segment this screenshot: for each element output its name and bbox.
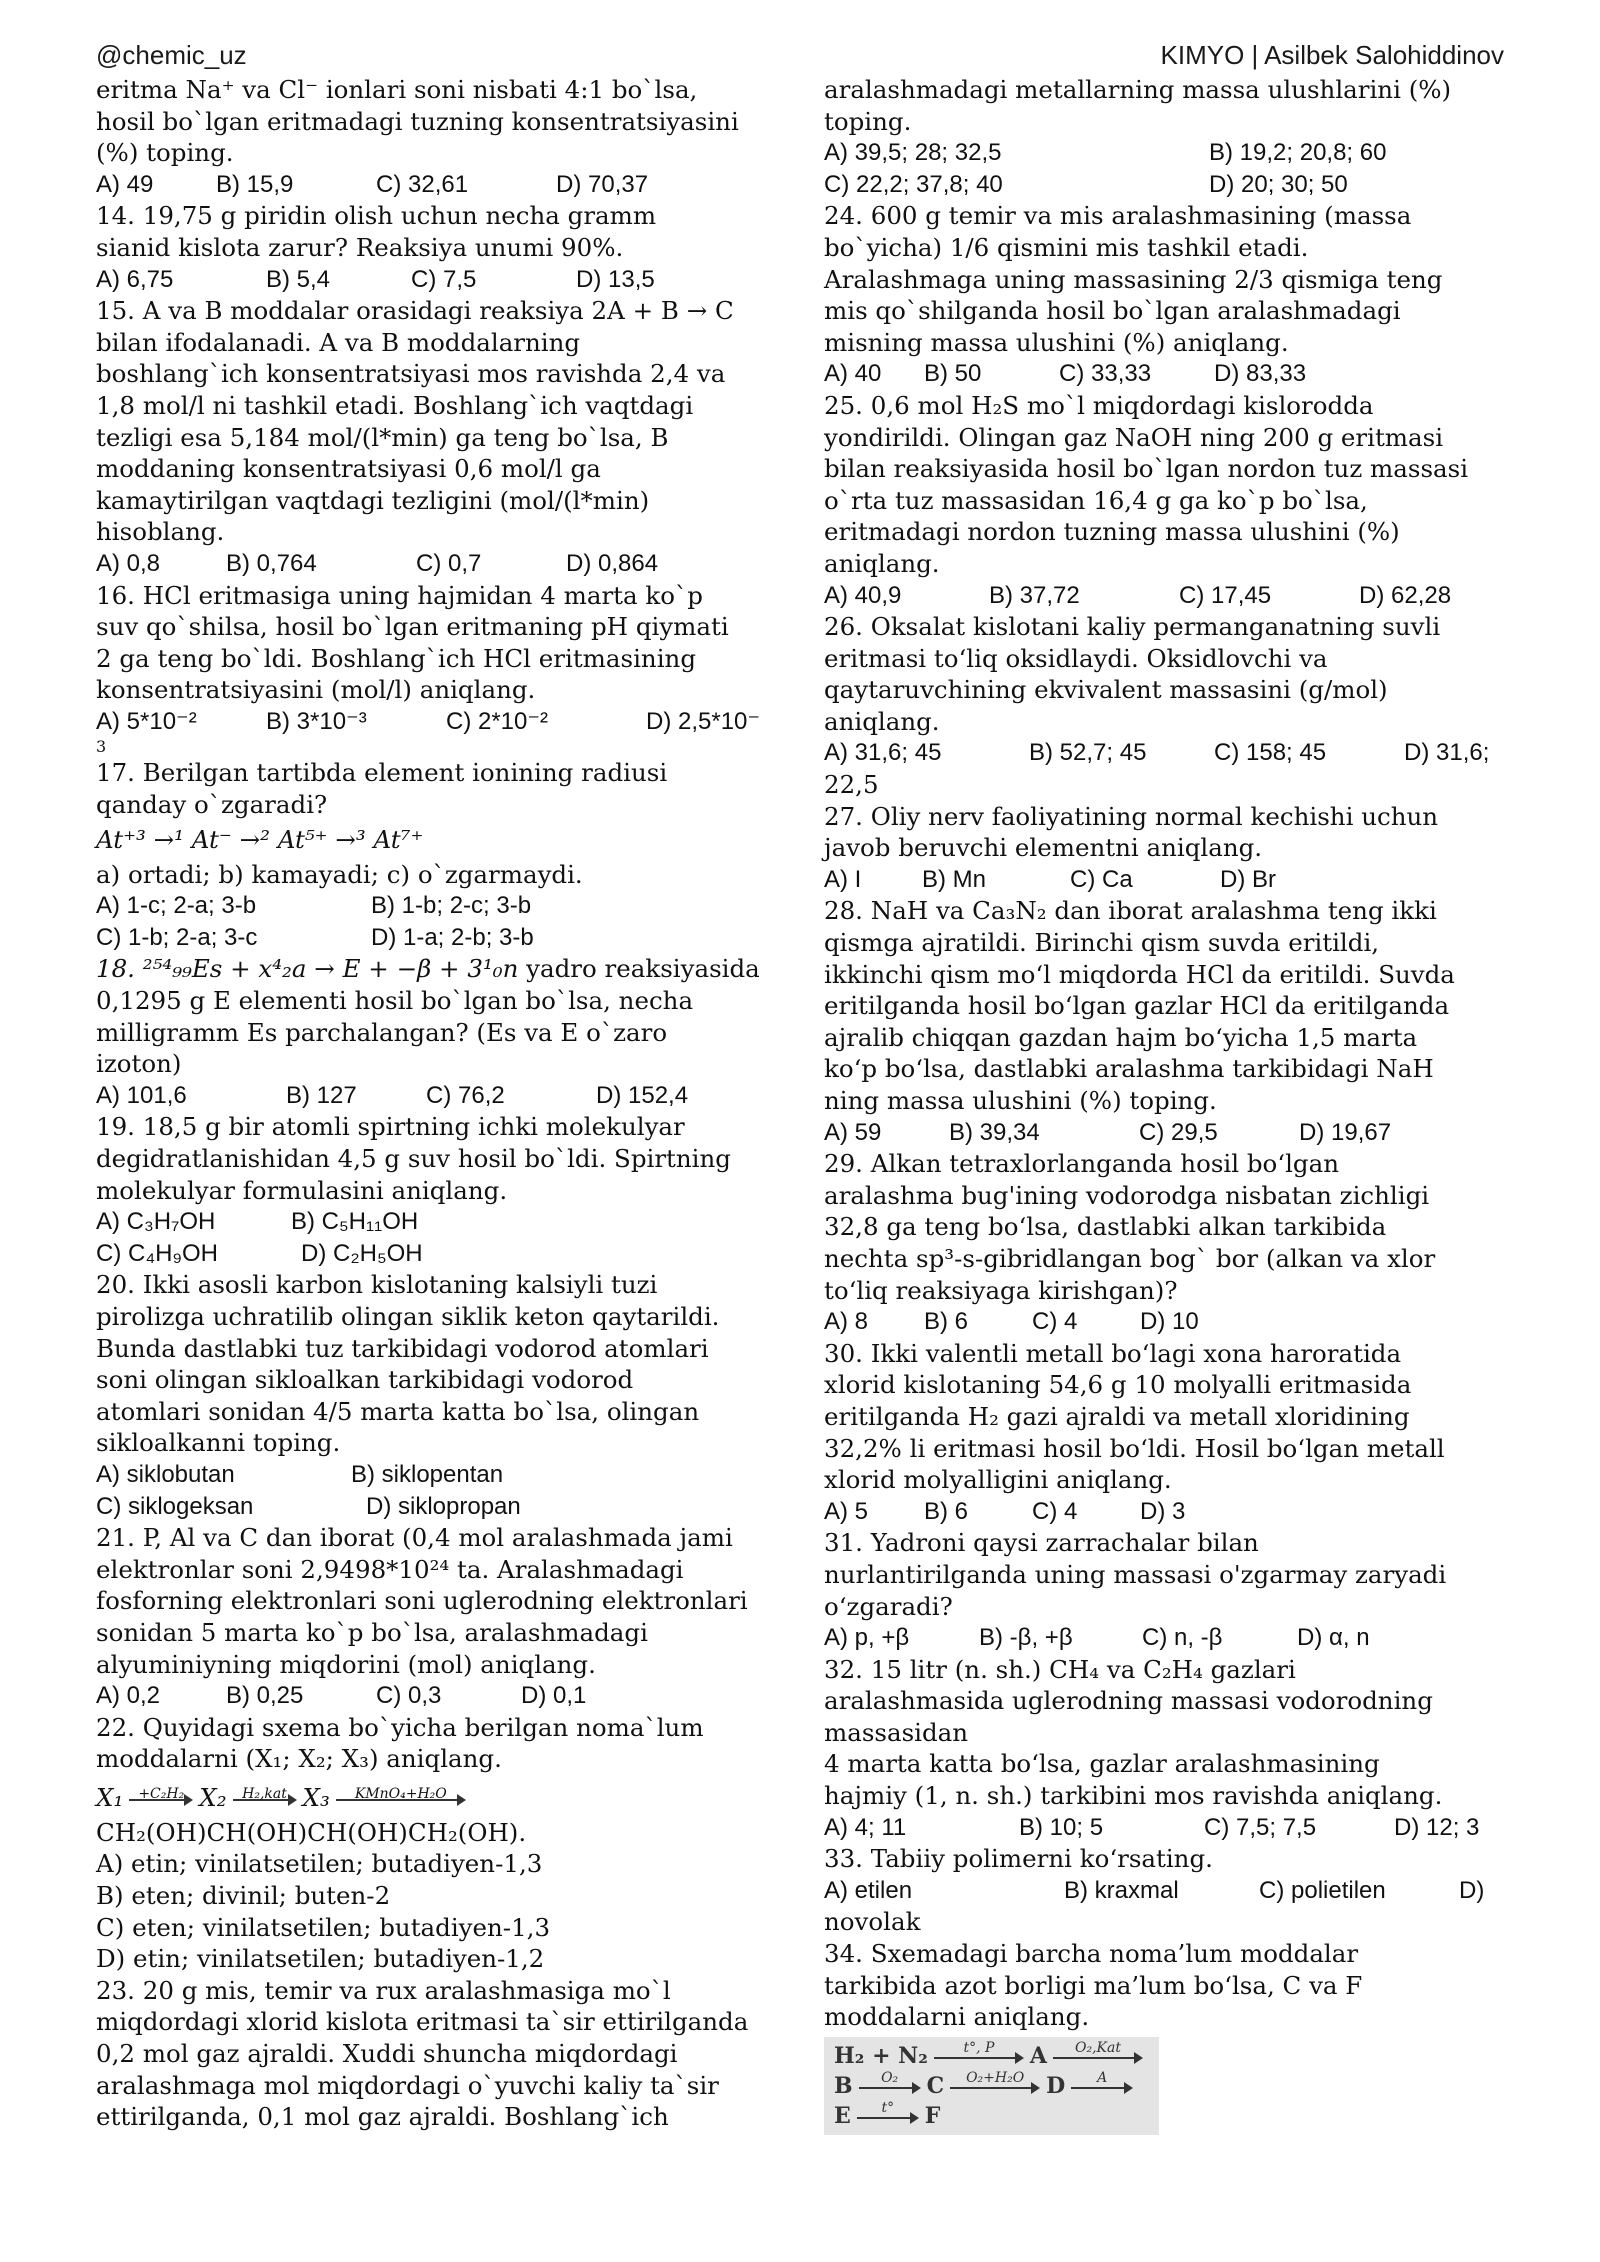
question-22: 22. Quyidagi sxema bo`yicha berilgan noma`lum moddalarni (X₁; X₂; X₃) aniqlang. X₁ +C₂H₂ X₂ H₂,kat X₃ KMnO₄+H₂O CH₂(OH)CH(OH)CH(OH)CH₂(OH). xyxy=(96,1712,786,1849)
question-30: 30. Ikki valentli metall bo‘lagi xona haroratida xlorid kislotaning 54,6 g 10 molyalli eritmasida eritilganda H₂ gazi ajraldi va metall xloridining 32,2% li eritmasi hosil bo‘ldi. Hosil bo‘lgan metall xlorid molyalligini aniqlang. xyxy=(824,1338,1445,1495)
question-14: 14. 19,75 g piridin olish uchun necha gramm sianid kislota zarur? Reaksiya unumi 90%. xyxy=(96,201,657,262)
q30-options: A) 5 B) 6 C) 4 D) 3 xyxy=(824,1497,1186,1525)
question-16: 16. HCl eritmasiga uning hajmidan 4 marta ko`p suv qo`shilsa, hosil bo`lgan eritmaning pH qiymati 2 ga teng bo`ldi. Boshlang`ich HCl eritmasining konsentratsiyasini (mol/l) aniqlang. xyxy=(96,580,729,705)
q34-scheme xyxy=(824,2037,1159,2135)
question-15: 15. A va B moddalar orasidagi reaksiya 2A + B → C bilan ifodalanadi. A va B moddalarning boshlang`ich konsentratsiyasi mos ravishda 2,4 va 1,8 mol/l ni tashkil etadi. Boshlang`ich vaqtdagi tezligi esa 5,184 mol/(l*min) ga teng bo`lsa, B moddaning konsentratsiyasi 0,6 mol/l ga kamaytirilgan vaqtdagi tezligini (mol/(l*min) hisoblang. xyxy=(96,296,734,547)
right-column xyxy=(824,74,1514,2135)
question-34: 34. Sxemadagi barcha noma’lum moddalar tarkibida azot borligi ma’lum bo‘lsa, C va F moddalarni aniqlang. xyxy=(824,1939,1363,2032)
q33-option-wrap: novolak xyxy=(824,1907,921,1937)
q16-option-wrap: 3 xyxy=(96,737,107,757)
header-left: @chemic_uz xyxy=(96,40,247,70)
q27-options: A) I B) Mn C) Ca D) Br xyxy=(824,865,1276,893)
q23-continuation: aralashmadagi metallarning massa ulushlarini (%) toping. xyxy=(824,75,1452,136)
q24-options: A) 40 B) 50 C) 33,33 D) 83,33 xyxy=(824,360,1307,388)
q13-options: A) 49 B) 15,9 C) 32,61 D) 70,37 xyxy=(96,170,649,198)
question-28: 28. NaH va Ca₃N₂ dan iborat aralashma teng ikki qismga ajratildi. Birinchi qism suvda eritildi, ikkinchi qism mo‘l miqdorda HCl da eritildi. Suvda eritilganda hosil bo‘lgan gazlar HCl da eritilganda ajralib chiqqan gazdan hajm bo‘yicha 1,5 marta ko‘p bo‘lsa, dastlabki aralashma tarkibidagi NaH ning massa ulushini (%) toping. xyxy=(824,896,1455,1115)
q17-options-row2: C) 1-b; 2-a; 3-c D) 1-a; 2-b; 3-b xyxy=(96,923,534,951)
question-19: 19. 18,5 g bir atomli spirtning ichki molekulyar degidratlanishidan 4,5 g suv hosil bo`ldi. Spirtning molekulyar formulasini aniqlang. xyxy=(96,1112,731,1205)
q34-scheme-row3: E t° F xyxy=(834,2099,941,2129)
question-21: 21. P, Al va C dan iborat (0,4 mol aralashmada jami elektronlar soni 2,9498*10²⁴ ta. Aralashmadagi fosforning elektronlari soni uglerodning elektronlari sonidan 5 marta ko`p bo`lsa, aralashmadagi alyuminiyning miqdorini (mol) aniqlang. xyxy=(96,1523,748,1679)
q17-formula: At⁺³ →¹ At⁻ →² At⁵⁺ →³ At⁷⁺ xyxy=(96,824,424,854)
question-33: 33. Tabiiy polimerni ko‘rsating. xyxy=(824,1844,1213,1874)
q34-scheme-row1: H₂ + N₂ t°, P A O₂,Kat xyxy=(834,2041,1149,2071)
q26-option-wrap: 22,5 xyxy=(824,770,879,800)
question-17: 17. Berilgan tartibda element ionining radiusi qanday o`zgaradi? At⁺³ →¹ At⁻ →² At⁵⁺ →³ At⁷⁺ a) ortadi; b) kamayadi; c) o`zgarmaydi. xyxy=(96,757,786,890)
q22-options: A) etin; vinilatsetilen; butadiyen-1,3 B) eten; divinil; buten-2 C) eten; vinilatsetilen; butadiyen-1,3 D) etin; vinilatsetilen; butadiyen-1,2 xyxy=(96,1849,551,1974)
q21-options: A) 0,2 B) 0,25 C) 0,3 D) 0,1 xyxy=(96,1682,587,1710)
q18-formula: 18. ²⁵⁴₉₉Es + x⁴₂a → E + −β + 3¹₀n xyxy=(96,954,519,984)
q28-options: A) 59 B) 39,34 C) 29,5 D) 19,67 xyxy=(824,1118,1392,1146)
q20-options-row2: C) siklogeksan D) siklopropan xyxy=(96,1492,521,1520)
q32-options: A) 4; 11 B) 10; 5 C) 7,5; 7,5 D) 12; 3 xyxy=(824,1813,1480,1841)
q29-options: A) 8 B) 6 C) 4 D) 10 xyxy=(824,1308,1199,1336)
question-32: 32. 15 litr (n. sh.) CH₄ va C₂H₄ gazlari aralashmasida uglerodning massasi vodorodning massasidan 4 marta katta bo‘lsa, gazlar aralashmasining hajmiy (1, n. sh.) tarkibini mos ravishda aniqlang. xyxy=(824,1654,1443,1811)
q14-options: A) 6,75 B) 5,4 C) 7,5 D) 13,5 xyxy=(96,265,655,293)
question-31: 31. Yadroni qaysi zarrachalar bilan nurlantirilganda uning massasi o'zgarmay zaryadi o‘zgaradi? xyxy=(824,1528,1447,1621)
q16-options: A) 5*10⁻² B) 3*10⁻³ C) 2*10⁻² D) 2,5*10⁻ xyxy=(96,707,761,735)
q15-options: A) 0,8 B) 0,764 C) 0,7 D) 0,864 xyxy=(96,549,659,577)
question-18: 18. ²⁵⁴₉₉Es + x⁴₂a → E + −β + 3¹₀n yadro reaksiyasida 0,1295 g E elementi hosil bo`lgan bo`lsa, necha milligramm Es parchalangan? (Es va E o`zaro izoton) xyxy=(96,954,760,1079)
question-23: 23. 20 g mis, temir va rux aralashmasiga mo`l miqdordagi xlorid kislota eritmasi ta`sir ettirilganda 0,2 mol gaz ajraldi. Xuddi shuncha miqdordagi aralashmaga mol miqdordagi o`yuvchi kaliy ta`sir ettirilganda, 0,1 mol gaz ajraldi. Boshlang`ich xyxy=(96,1975,749,2132)
header-right: KIMYO | Asilbek Salohiddinov xyxy=(1160,40,1504,70)
question-27: 27. Oliy nerv faoliyatining normal kechishi uchun javob beruvchi elementni aniqlang. xyxy=(824,801,1439,863)
q26-options: A) 31,6; 45 B) 52,7; 45 C) 158; 45 D) 31,6; xyxy=(824,739,1490,767)
question-29: 29. Alkan tetraxlorlanganda hosil bo‘lgan aralashma bug'ining vodorodga nisbatan zichligi 32,8 ga teng bo‘lsa, dastlabki alkan tarkibida nechta sp³-s-gibridlangan bog` bor (alkan va xlor to‘liq reaksiyaga kirishgan)? xyxy=(824,1149,1436,1305)
q25-options: A) 40,9 B) 37,72 C) 17,45 D) 62,28 xyxy=(824,581,1452,609)
q18-options: A) 101,6 B) 127 C) 76,2 D) 152,4 xyxy=(96,1081,689,1109)
q13-continuation: eritma Na⁺ va Cl⁻ ionlari soni nisbati 4:1 bo`lsa, hosil bo`lgan eritmadagi tuzning konsentratsiyasini (%) toping. xyxy=(96,75,739,168)
q31-options: A) p, +β B) -β, +β C) n, -β D) α, n xyxy=(824,1624,1370,1652)
question-24: 24. 600 g temir va mis aralashmasining (massa bo`yicha) 1/6 qismini mis tashkil etadi. Aralashmaga uning massasining 2/3 qismiga teng mis qo`shilganda hosil bo`lgan aralashmadagi misning massa ulushini (%) aniqlang. xyxy=(824,201,1443,357)
q34-scheme-row2: B O₂ C O₂+H₂O D A xyxy=(834,2071,1149,2101)
q20-options-row1: A) siklobutan B) siklopentan xyxy=(96,1460,504,1488)
question-20: 20. Ikki asosli karbon kislotaning kalsiyli tuzi pirolizga uchratilib olingan siklik keton qaytarildi. Bunda dastlabki tuz tarkibidagi vodorod atomlari soni olingan sikloalkan tarkibidagi vodorod atomlari sonidan 4/5 marta katta bo`lsa, olingan sikloalkanni toping. xyxy=(96,1270,720,1458)
q17-legend: a) ortadi; b) kamayadi; c) o`zgarmaydi. xyxy=(96,859,583,889)
q23-options-row1: A) 39,5; 28; 32,5 B) 19,2; 20,8; 60 xyxy=(824,139,1387,167)
left-column xyxy=(96,74,786,2133)
q33-options: A) etilen B) kraxmal C) polietilen D) xyxy=(824,1876,1485,1904)
q23-options-row2: C) 22,2; 37,8; 40 D) 20; 30; 50 xyxy=(824,170,1348,198)
q19-options-row1: A) C₃H₇OH B) C₅H₁₁OH xyxy=(96,1208,419,1236)
q17-options-row1: A) 1-c; 2-a; 3-b B) 1-b; 2-c; 3-b xyxy=(96,892,532,920)
q22-product: CH₂(OH)CH(OH)CH(OH)CH₂(OH). xyxy=(96,1817,527,1847)
q19-options-row2: C) C₄H₉OH D) C₂H₅OH xyxy=(96,1239,423,1267)
question-25: 25. 0,6 mol H₂S mo`l miqdordagi kislorodda yondirildi. Olingan gaz NaOH ning 200 g eritmasi bilan reaksiyasida hosil bo`lgan nordon tuz massasi o`rta tuz massasidan 16,4 g ga ko`p bo`lsa, eritmadagi nordon tuzning massa ulushini (%) aniqlang. xyxy=(824,390,1469,578)
question-26: 26. Oksalat kislotani kaliy permanganatning suvli eritmasi to‘liq oksidlaydi. Oksidlovchi va qaytaruvchining ekvivalent massasini (g/mol) aniqlang. xyxy=(824,612,1441,736)
q22-scheme: X₁ +C₂H₂ X₂ H₂,kat X₃ KMnO₄+H₂O xyxy=(96,1775,786,1817)
